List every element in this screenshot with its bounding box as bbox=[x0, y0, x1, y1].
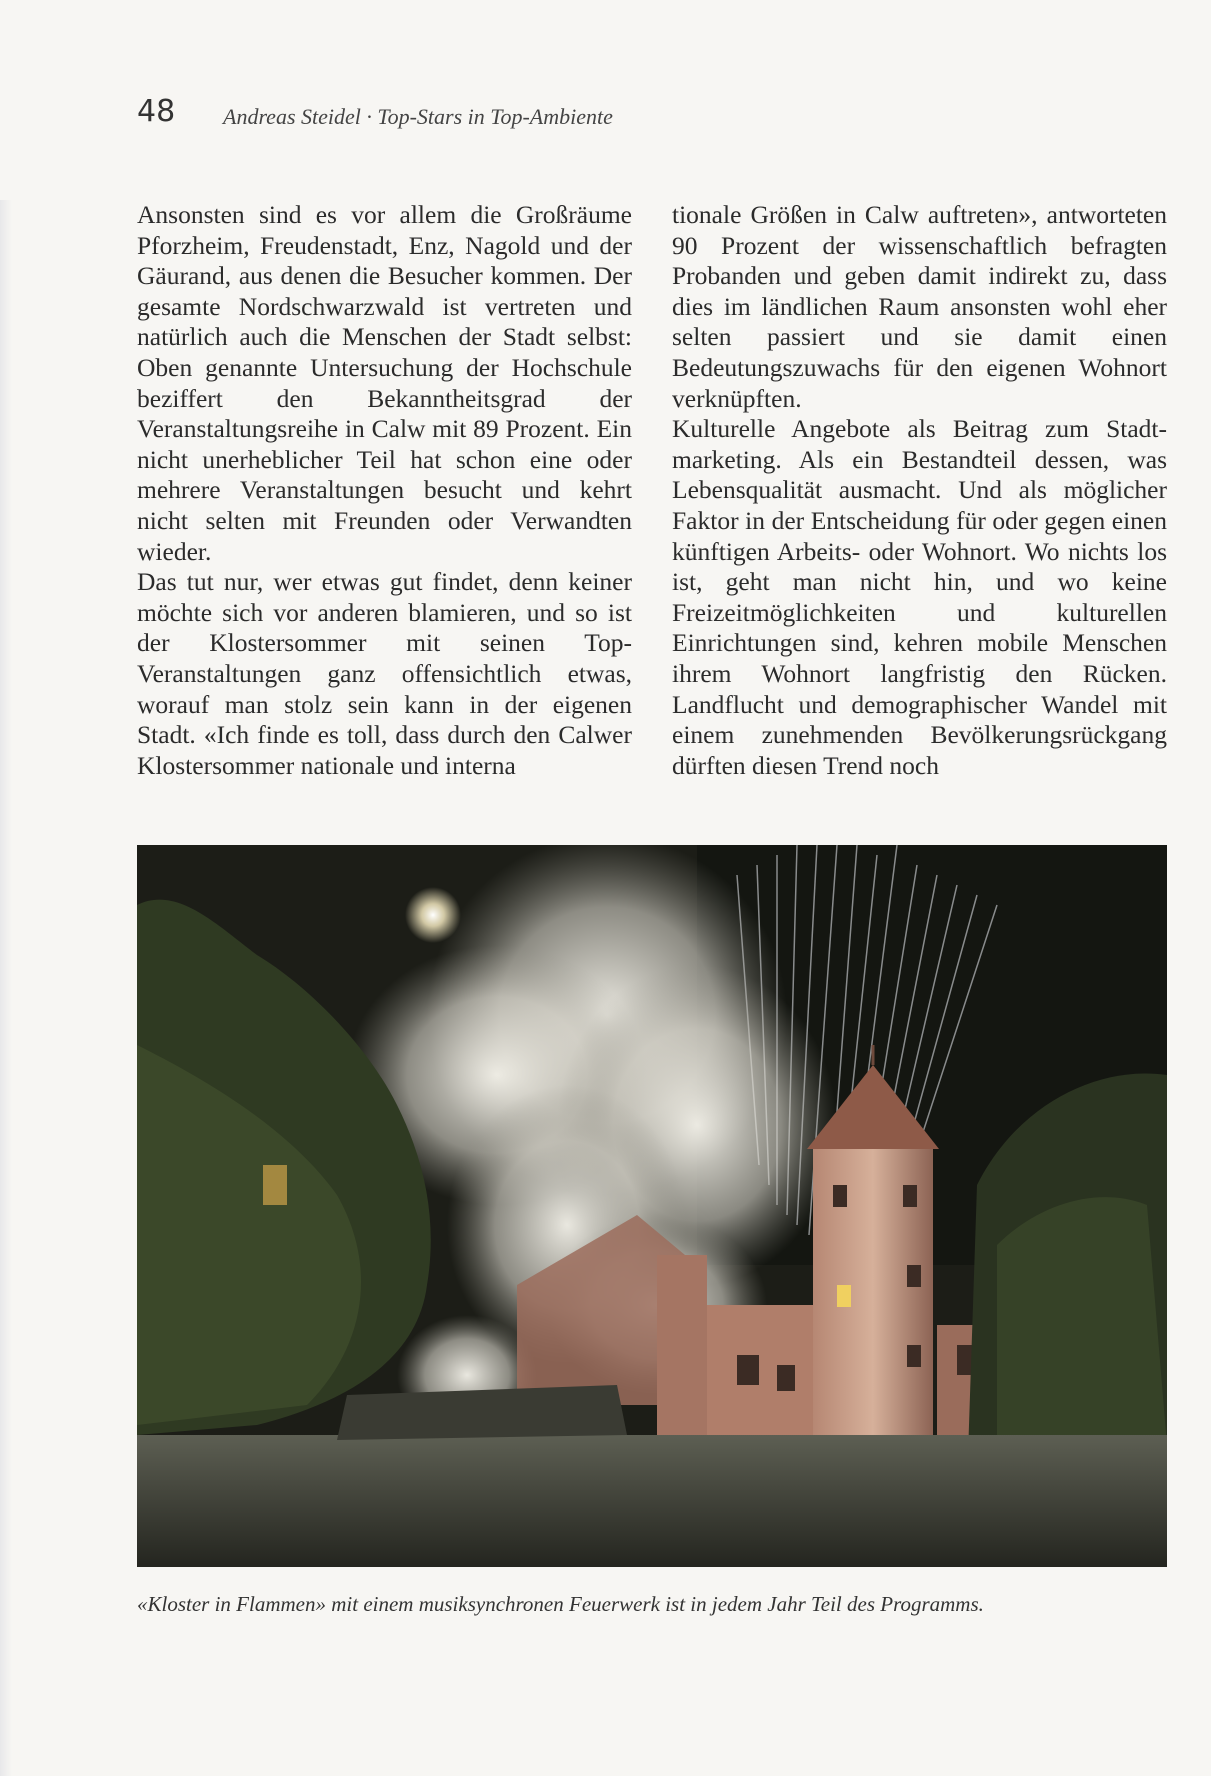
paragraph: Das tut nur, wer etwas gut findet, denn keiner möchte sich vor anderen blamieren, und so ist der Klostersommer mit seinen Top-Veranstaltungen ganz offensichtlich etwas, worauf man stolz sein kann in der eigenen Stadt. «Ich finde es toll, dass durch den Calwer Klostersommer nationale und interna bbox=[137, 567, 632, 780]
running-head: Andreas Steidel · Top-Stars in Top-Ambiente bbox=[223, 104, 613, 129]
page-number: 48 bbox=[137, 94, 176, 129]
page-header bbox=[137, 94, 1167, 134]
photo-caption: «Kloster in Flammen» mit einem musiksynchronen Feuerwerk ist in jedem Jahr Teil des Programms. bbox=[137, 1592, 984, 1616]
paragraph: tionale Größen in Calw auftreten», antworteten 90 Prozent der wissenschaftlich befragten Probanden und geben damit indirekt zu, dass dies im ländlichen Raum ansonsten wohl eher selten passiert und sie damit einen Bedeutungszuwachs für den eigenen Wohnort verknüpften. bbox=[672, 200, 1167, 413]
paragraph: Ansonsten sind es vor allem die Großräume Pforzheim, Freudenstadt, Enz, Nagold und der Gäurand, aus denen die Besucher kommen. Der gesamte Nordschwarzwald ist vertreten und natürlich auch die Menschen der Stadt selbst: Oben genannte Untersuchung der Hochschule beziffert den Bekanntheitsgrad der Veranstaltungsreihe in Calw mit 89 Prozent. Ein nicht unerheblicher Teil hat schon eine oder mehrere Veranstaltungen besucht und kehrt nicht selten mit Freunden oder Verwandten wieder. bbox=[137, 200, 632, 566]
paragraph: Kulturelle Angebote als Beitrag zum Stadtmarketing. Als ein Bestandteil dessen, was Lebensqualität ausmacht. Und als möglicher Faktor in der Entscheidung für oder gegen einen künftigen Arbeits- oder Wohnort. Wo nichts los ist, geht man nicht hin, und wo keine Freizeitmöglichkeiten und kulturellen Einrichtungen sind, kehren mobile Menschen ihrem Wohnort langfristig den Rücken. Landflucht und demographischer Wandel mit einem zunehmenden Bevölkerungsrückgang dürften diesen Trend noch bbox=[672, 414, 1167, 780]
page-edge-shadow bbox=[0, 200, 12, 1776]
text-column-right bbox=[672, 200, 1167, 781]
text-column-left bbox=[137, 200, 632, 781]
photo-castle-fireworks bbox=[137, 845, 1167, 1567]
